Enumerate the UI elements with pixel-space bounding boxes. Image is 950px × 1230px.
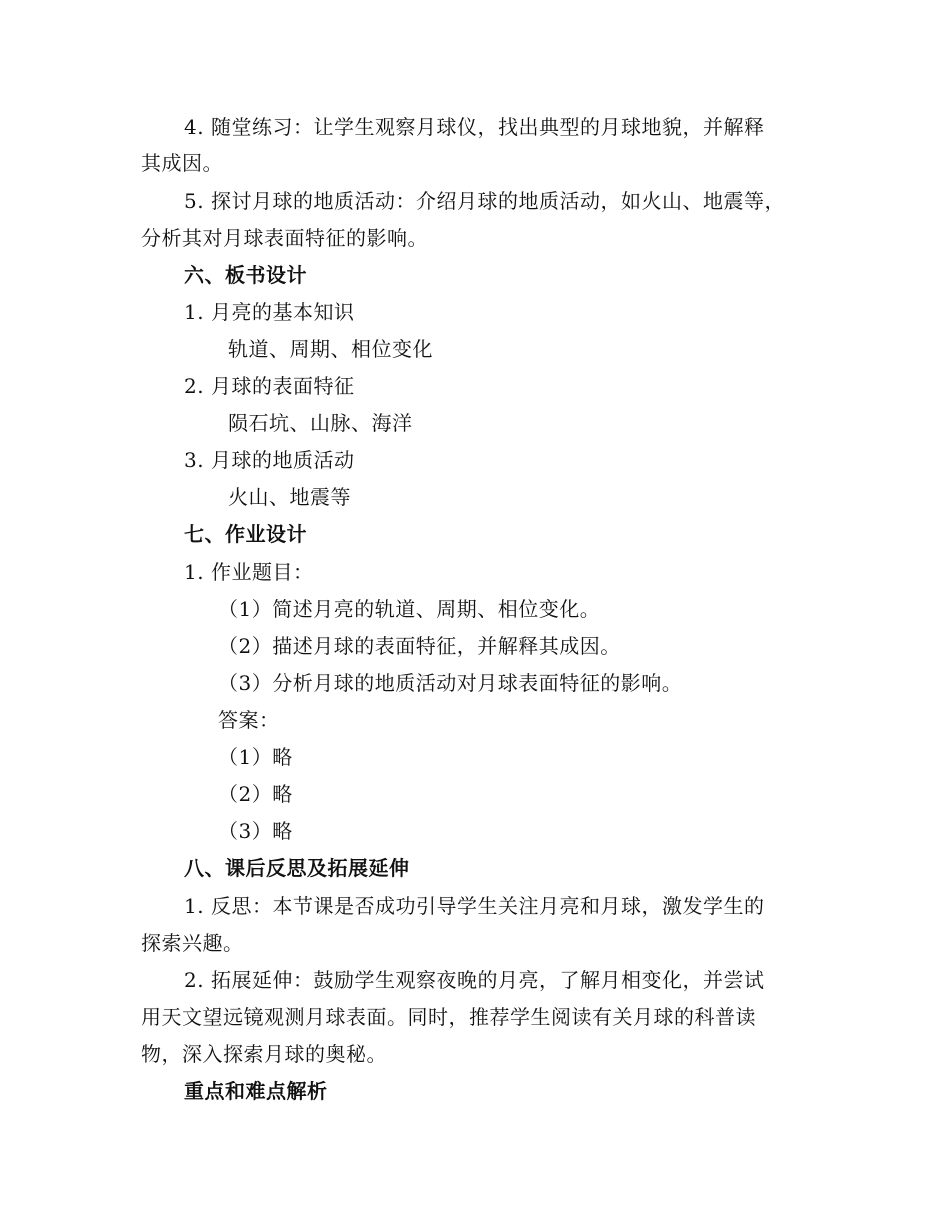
board-item-1: 1. 月亮的基本知识 <box>184 300 355 324</box>
homework-question-3: （3）分析月球的地质活动对月球表面特征的影响。 <box>218 671 683 695</box>
answer-2: （2）略 <box>218 782 293 806</box>
homework-question-1: （1）简述月亮的轨道、周期、相位变化。 <box>218 597 601 621</box>
section-heading-board-design: 六、板书设计 <box>184 263 307 287</box>
reflection-item-1-line-1: 1. 反思：本节课是否成功引导学生关注月亮和月球，激发学生的 <box>184 894 765 918</box>
reflection-item-2-line-3: 物，深入探索月球的奥秘。 <box>141 1042 387 1066</box>
section-heading-homework-design: 七、作业设计 <box>184 522 307 546</box>
answer-3: （3）略 <box>218 819 293 843</box>
board-item-3-detail: 火山、地震等 <box>228 485 351 509</box>
section-heading-key-points: 重点和难点解析 <box>184 1079 328 1103</box>
answer-1: （1）略 <box>218 745 293 769</box>
paragraph-step-4-line-2: 其成因。 <box>141 151 223 175</box>
answer-label: 答案： <box>218 708 280 732</box>
homework-question-2: （2）描述月球的表面特征，并解释其成因。 <box>218 634 621 658</box>
paragraph-step-4-line-1: 4. 随堂练习：让学生观察月球仪，找出典型的月球地貌，并解释 <box>184 115 765 139</box>
reflection-item-1-line-2: 探索兴趣。 <box>141 931 244 955</box>
board-item-2-detail: 陨石坑、山脉、海洋 <box>228 411 413 435</box>
homework-item-1: 1. 作业题目： <box>184 560 314 584</box>
reflection-item-2-line-2: 用天文望远镜观测月球表面。同时，推荐学生阅读有关月球的科普读 <box>141 1005 756 1029</box>
reflection-item-2-line-1: 2. 拓展延伸：鼓励学生观察夜晚的月亮，了解月相变化，并尝试 <box>184 968 765 992</box>
board-item-2: 2. 月球的表面特征 <box>184 374 355 398</box>
board-item-3: 3. 月球的地质活动 <box>184 448 355 472</box>
paragraph-step-5-line-2: 分析其对月球表面特征的影响。 <box>141 226 428 250</box>
section-heading-reflection: 八、课后反思及拓展延伸 <box>184 856 410 880</box>
board-item-1-detail: 轨道、周期、相位变化 <box>228 337 433 361</box>
paragraph-step-5-line-1: 5. 探讨月球的地质活动：介绍月球的地质活动，如火山、地震等， <box>184 189 785 213</box>
